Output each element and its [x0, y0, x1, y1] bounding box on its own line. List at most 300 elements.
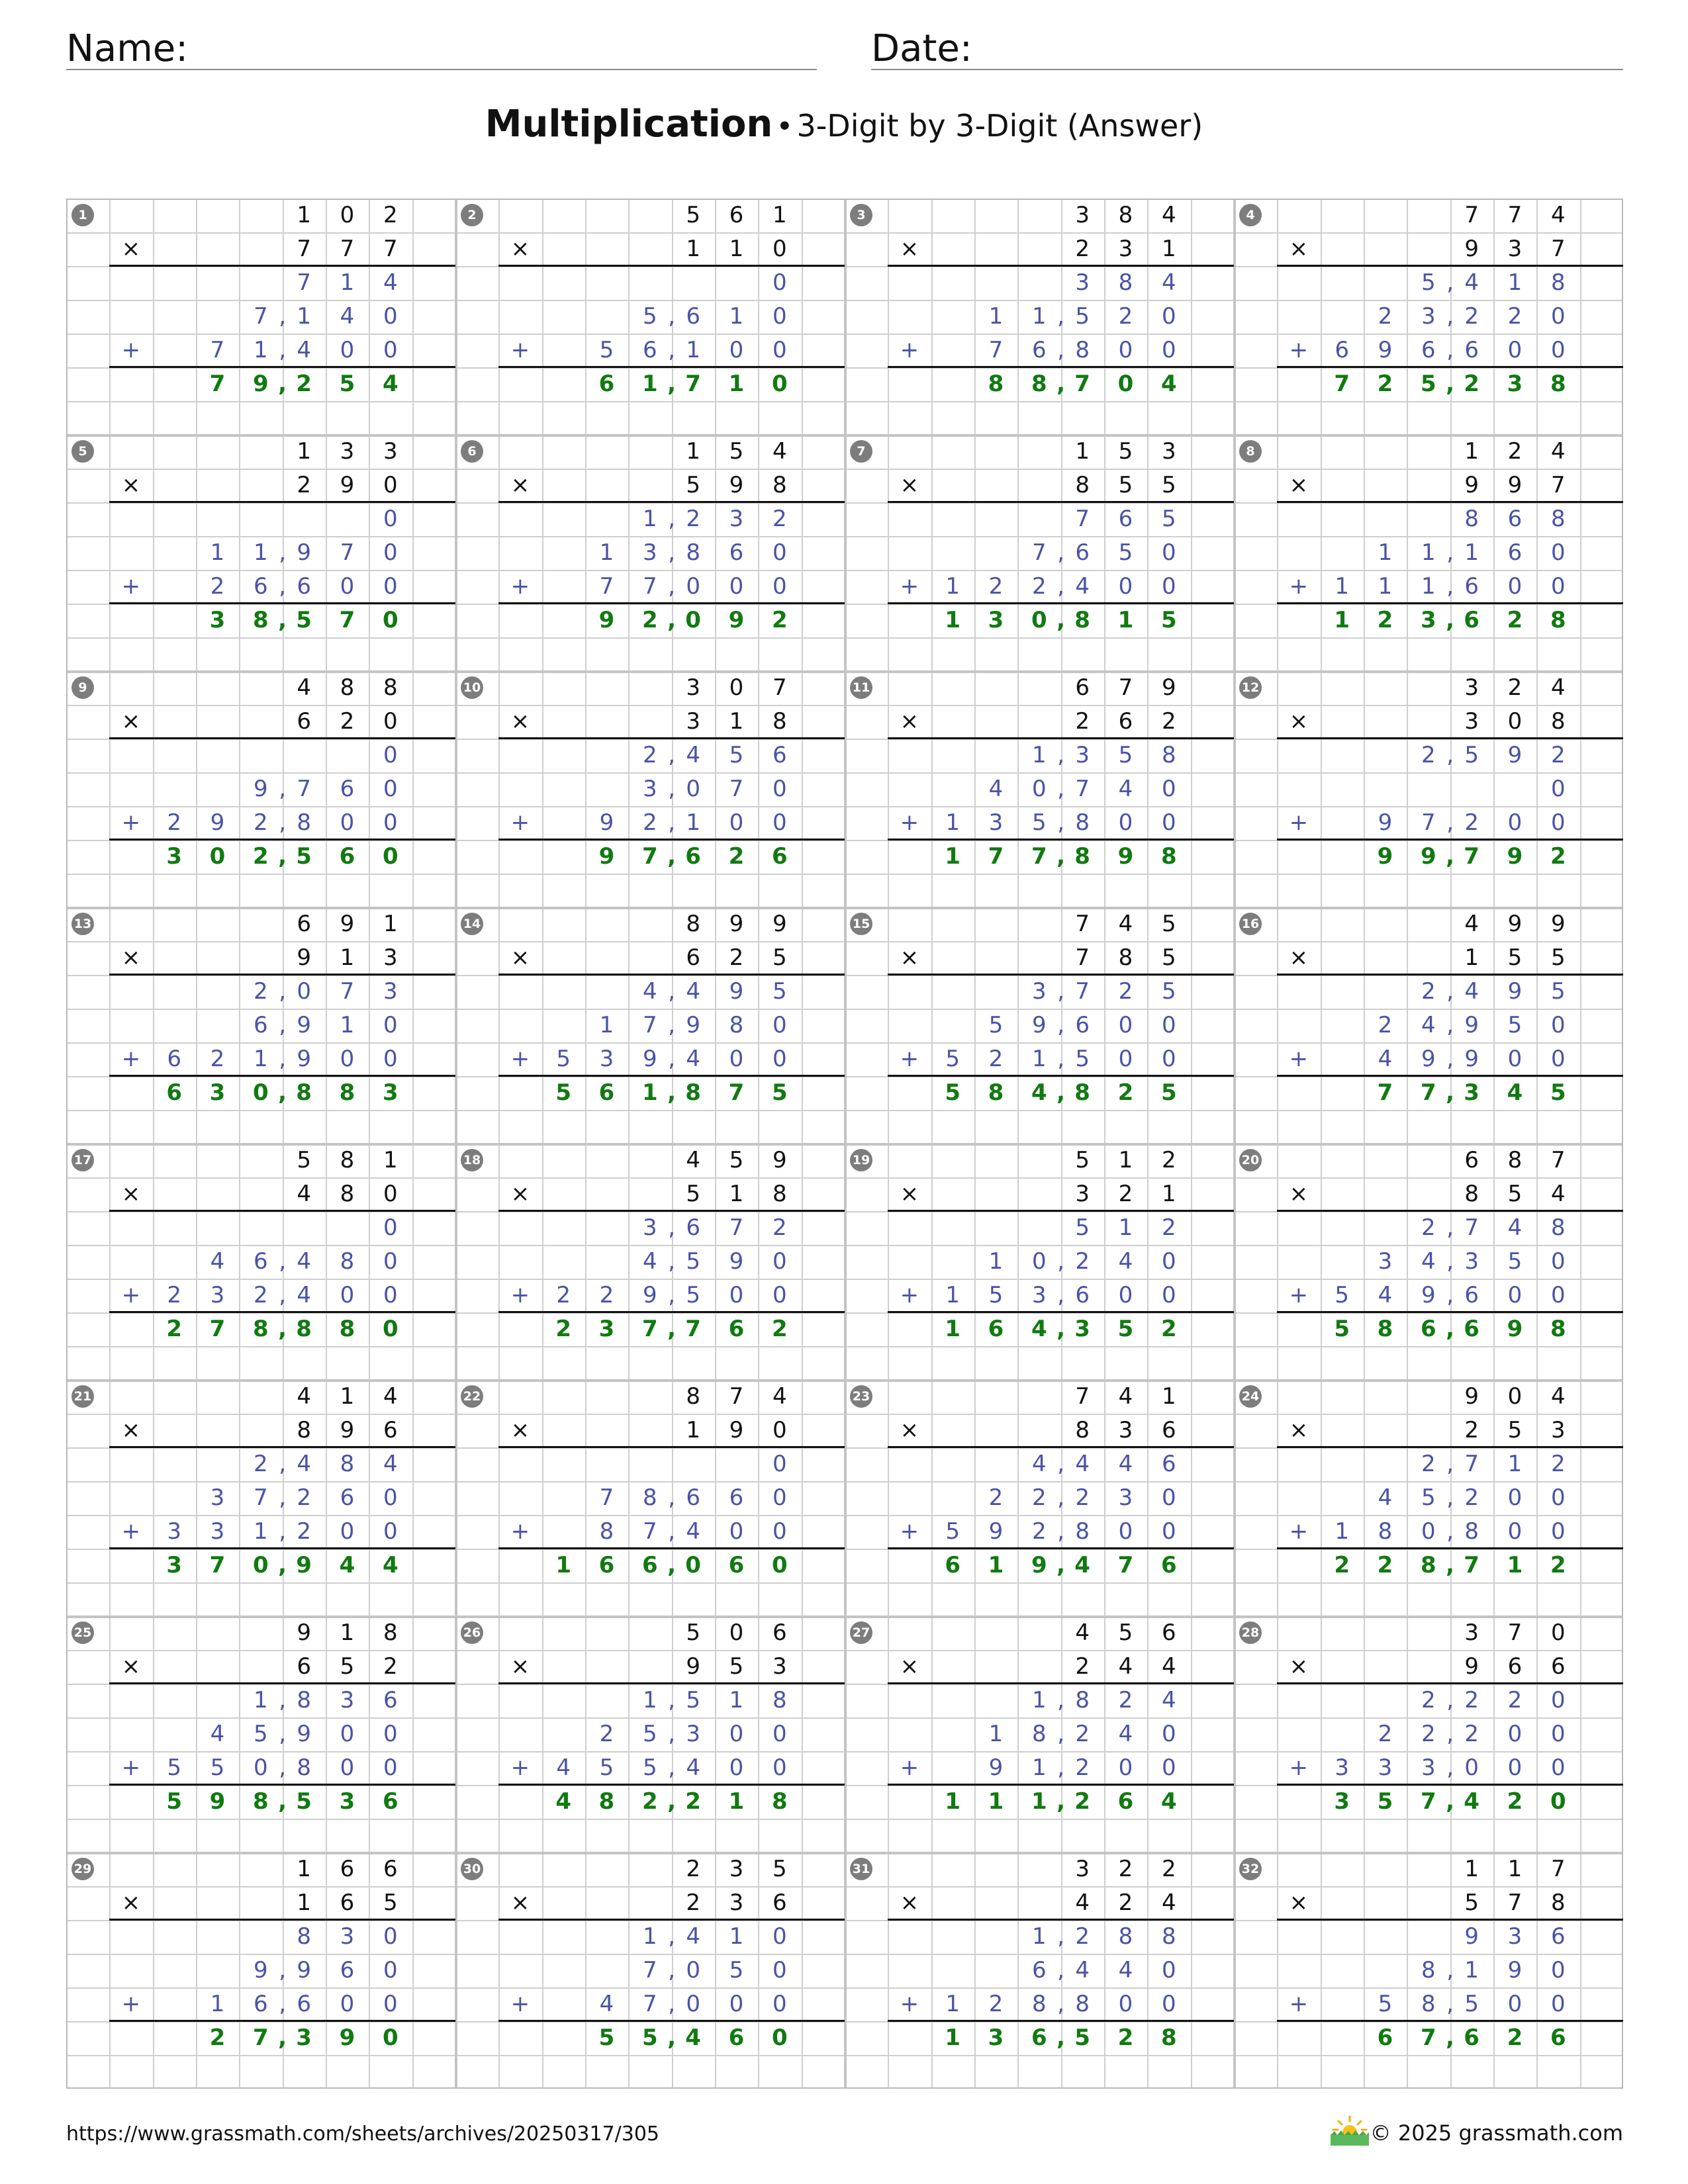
digit: 1	[599, 1012, 614, 1038]
digit: 6	[253, 1991, 268, 2017]
digit: 0	[383, 539, 398, 566]
digit: 0	[686, 1957, 700, 1983]
problem-32	[1234, 1852, 1623, 2089]
digit: 1	[555, 1552, 571, 1578]
digit: 9	[297, 539, 311, 566]
digit: 7	[642, 573, 657, 600]
thousands-separator: ,	[1446, 539, 1454, 566]
digit: 4	[1378, 1282, 1393, 1308]
digit: 5	[1161, 978, 1176, 1005]
digit: 2	[1464, 1417, 1479, 1443]
digit: 0	[252, 1552, 269, 1578]
problem-16	[1234, 907, 1623, 1144]
digit: 3	[166, 1552, 182, 1578]
digit: 4	[1550, 438, 1566, 465]
times-sign: ×	[900, 236, 919, 262]
digit: 0	[340, 573, 355, 600]
digit: 2	[1161, 1147, 1176, 1173]
thousands-separator: ,	[1446, 1687, 1454, 1713]
digit: 5	[686, 1687, 700, 1713]
digit: 5	[1464, 742, 1479, 768]
digit: 6	[1464, 1147, 1479, 1173]
digit: 1	[1334, 607, 1350, 633]
problem-9	[66, 671, 455, 907]
digit: 4	[772, 1383, 787, 1410]
digit: 9	[297, 1957, 311, 1983]
digit: 0	[1507, 1282, 1523, 1308]
digit: 5	[1075, 303, 1090, 330]
digit: 7	[728, 1079, 745, 1106]
digit: 2	[1378, 303, 1393, 330]
digit: 1	[686, 1417, 700, 1443]
digit: 0	[1118, 809, 1133, 836]
digit: 0	[729, 1754, 744, 1781]
thousands-separator: ,	[668, 1484, 676, 1511]
problem-number-badge: 24	[1239, 1385, 1262, 1408]
digit: 8	[1550, 1889, 1566, 1916]
digit: 1	[1075, 438, 1090, 465]
digit: 4	[1118, 1653, 1133, 1680]
problem-26	[455, 1616, 845, 1852]
digit: 8	[1420, 1552, 1436, 1578]
digit: 0	[729, 1619, 744, 1646]
digit: 5	[1464, 1991, 1479, 2017]
digit: 7	[1118, 674, 1133, 701]
thousands-separator: ,	[1446, 1282, 1454, 1308]
digit: 3	[1507, 1923, 1523, 1950]
digit: 7	[1507, 1619, 1523, 1646]
digit: 0	[729, 1518, 744, 1545]
digit: 6	[1420, 1316, 1436, 1342]
digit: 0	[1161, 1518, 1176, 1545]
problem-number-badge: 14	[461, 913, 483, 935]
digit: 0	[1550, 809, 1566, 836]
digit: 2	[1550, 1552, 1566, 1578]
digit: 1	[1335, 573, 1349, 600]
thousands-separator: ,	[279, 1046, 287, 1072]
plus-sign: +	[1289, 1754, 1309, 1781]
digit: 8	[1118, 202, 1133, 228]
problem-20	[1234, 1144, 1623, 1380]
digit: 0	[383, 1518, 398, 1545]
thousands-separator: ,	[278, 843, 287, 870]
digit: 9	[1161, 674, 1176, 701]
times-sign: ×	[121, 708, 141, 735]
digit: 5	[210, 1754, 225, 1781]
digit: 4	[1161, 1889, 1176, 1916]
digit: 3	[1074, 1316, 1090, 1342]
digit: 7	[339, 607, 355, 633]
digit: 5	[253, 1721, 268, 1747]
digit: 6	[771, 843, 788, 870]
digit: 0	[383, 776, 398, 802]
digit: 0	[685, 1552, 701, 1578]
digit: 5	[641, 2025, 658, 2051]
digit: 5	[988, 1282, 1004, 1308]
digit: 1	[641, 371, 658, 397]
digit: 7	[685, 371, 701, 397]
digit: 6	[339, 843, 355, 870]
digit: 4	[383, 1383, 398, 1410]
digit: 5	[297, 1147, 311, 1173]
digit: 9	[1377, 843, 1393, 870]
thousands-separator: ,	[668, 1721, 676, 1747]
digit: 1	[1031, 742, 1047, 768]
digit: 5	[1161, 506, 1176, 532]
digit: 7	[1507, 202, 1523, 228]
digit: 1	[253, 539, 268, 566]
digit: 5	[167, 1754, 181, 1781]
digit: 2	[1074, 1788, 1090, 1815]
times-sign: ×	[510, 236, 530, 262]
digit: 7	[1550, 236, 1566, 262]
digit: 1	[988, 1552, 1004, 1578]
digit: 4	[1160, 371, 1177, 397]
thousands-separator: ,	[667, 607, 677, 633]
digit: 7	[210, 337, 225, 363]
digit: 7	[641, 1316, 658, 1342]
digit: 0	[772, 1282, 787, 1308]
digit: 2	[988, 573, 1004, 600]
digit: 8	[729, 1012, 744, 1038]
digit: 0	[772, 1484, 787, 1511]
digit: 5	[988, 1012, 1004, 1038]
problem-31	[845, 1852, 1234, 2089]
digit: 6	[383, 1687, 398, 1713]
thousands-separator: ,	[1057, 742, 1065, 768]
digit: 0	[729, 1282, 744, 1308]
digit: 8	[296, 1079, 312, 1106]
title-separator: •	[776, 110, 794, 144]
problem-number-badge: 23	[850, 1385, 872, 1408]
digit: 7	[1075, 911, 1090, 937]
times-sign: ×	[121, 236, 141, 262]
digit: 0	[772, 1451, 787, 1477]
digit: 3	[1378, 1248, 1393, 1275]
digit: 2	[297, 472, 311, 498]
digit: 3	[340, 438, 355, 465]
digit: 8	[642, 1484, 657, 1511]
digit: 7	[297, 236, 311, 262]
digit: 8	[1075, 1687, 1090, 1713]
digit: 5	[296, 843, 312, 870]
digit: 7	[685, 1316, 701, 1342]
digit: 0	[1118, 1518, 1133, 1545]
digit: 2	[988, 1484, 1004, 1511]
digit: 5	[1161, 911, 1176, 937]
digit: 4	[210, 1721, 225, 1747]
digit: 9	[297, 1619, 311, 1646]
digit: 0	[772, 337, 787, 363]
digit: 1	[945, 1282, 960, 1308]
thousands-separator: ,	[667, 1079, 677, 1106]
date-field[interactable]	[871, 23, 1623, 70]
digit: 5	[1378, 1991, 1393, 2017]
digit: 3	[598, 1316, 615, 1342]
digit: 6	[1464, 573, 1479, 600]
thousands-separator: ,	[1446, 1316, 1455, 1342]
digit: 2	[1075, 708, 1090, 735]
digit: 9	[642, 1282, 657, 1308]
digit: 5	[296, 607, 312, 633]
digit: 2	[771, 1316, 788, 1342]
thousands-separator: ,	[668, 776, 676, 802]
thousands-separator: ,	[1057, 539, 1065, 566]
digit: 5	[1507, 1012, 1523, 1038]
thousands-separator: ,	[667, 1788, 677, 1815]
problem-number-badge: 19	[850, 1149, 872, 1171]
digit: 1	[340, 1383, 355, 1410]
times-sign: ×	[510, 1181, 530, 1207]
digit: 1	[1378, 573, 1393, 600]
digit: 0	[1161, 1012, 1176, 1038]
problem-28	[1234, 1616, 1623, 1852]
digit: 1	[729, 1181, 744, 1207]
digit: 8	[1377, 1316, 1393, 1342]
digit: 8	[772, 1687, 787, 1713]
thousands-separator: ,	[1446, 371, 1455, 397]
digit: 0	[383, 1282, 398, 1308]
digit: 9	[686, 1653, 700, 1680]
digit: 5	[1075, 1214, 1090, 1241]
date-label: Date:	[871, 27, 972, 70]
times-sign: ×	[900, 1181, 919, 1207]
digit: 6	[1161, 1619, 1176, 1646]
times-sign: ×	[1289, 708, 1309, 735]
digit: 0	[1161, 1484, 1176, 1511]
digit: 4	[686, 742, 700, 768]
digit: 2	[1550, 843, 1566, 870]
times-sign: ×	[900, 1653, 919, 1680]
digit: 8	[297, 1923, 311, 1950]
digit: 1	[297, 438, 311, 465]
digit: 4	[383, 1451, 398, 1477]
times-sign: ×	[1289, 1653, 1309, 1680]
thousands-separator: ,	[1446, 1248, 1454, 1275]
digit: 4	[555, 1788, 571, 1815]
digit: 7	[988, 337, 1004, 363]
digit: 5	[686, 1619, 700, 1646]
digit: 0	[1550, 1754, 1566, 1781]
digit: 4	[1464, 269, 1479, 296]
digit: 6	[1464, 607, 1479, 633]
digit: 4	[686, 978, 700, 1005]
digit: 0	[1161, 776, 1176, 802]
digit: 6	[1075, 539, 1090, 566]
digit: 6	[1118, 506, 1133, 532]
digit: 2	[1161, 1856, 1176, 1882]
digit: 5	[1160, 607, 1177, 633]
digit: 0	[1118, 1046, 1133, 1072]
digit: 5	[686, 1181, 700, 1207]
digit: 3	[383, 438, 398, 465]
digit: 2	[1118, 1181, 1133, 1207]
times-sign: ×	[121, 472, 141, 498]
digit: 5	[599, 337, 614, 363]
digit: 0	[1161, 1046, 1176, 1072]
digit: 6	[685, 843, 701, 870]
digit: 2	[1464, 371, 1479, 397]
thousands-separator: ,	[668, 1518, 676, 1545]
digit: 6	[728, 1316, 745, 1342]
digit: 5	[598, 2025, 615, 2051]
digit: 5	[686, 202, 700, 228]
digit: 0	[382, 1316, 399, 1342]
digit: 7	[209, 1316, 226, 1342]
digit: 7	[1464, 202, 1479, 228]
digit: 5	[1031, 809, 1047, 836]
digit: 2	[642, 742, 657, 768]
digit: 6	[728, 2025, 745, 2051]
thousands-separator: ,	[279, 1721, 287, 1747]
digit: 6	[686, 1214, 700, 1241]
digit: 8	[1031, 1721, 1047, 1747]
digit: 7	[1334, 371, 1350, 397]
plus-sign: +	[121, 337, 141, 363]
digit: 2	[1507, 303, 1523, 330]
digit: 6	[686, 1484, 700, 1511]
digit: 6	[1464, 1316, 1479, 1342]
digit: 9	[1507, 1957, 1523, 1983]
digit: 8	[772, 708, 787, 735]
digit: 6	[340, 1957, 355, 1983]
digit: 0	[1464, 1754, 1479, 1781]
digit: 1	[729, 1923, 744, 1950]
digit: 9	[1464, 1012, 1479, 1038]
digit: 0	[1550, 1248, 1566, 1275]
worksheet-grid	[66, 199, 1623, 2089]
digit: 1	[1161, 236, 1176, 262]
thousands-separator: ,	[279, 337, 287, 363]
digit: 0	[1550, 1046, 1566, 1072]
digit: 0	[729, 1046, 744, 1072]
digit: 8	[339, 1316, 355, 1342]
digit: 1	[253, 337, 268, 363]
thousands-separator: ,	[279, 539, 287, 566]
digit: 9	[729, 911, 744, 937]
digit: 1	[945, 843, 961, 870]
times-sign: ×	[510, 944, 530, 971]
digit: 8	[1161, 742, 1176, 768]
digit: 0	[729, 674, 744, 701]
digit: 3	[166, 843, 182, 870]
digit: 6	[1031, 1957, 1047, 1983]
digit: 8	[1075, 472, 1090, 498]
digit: 2	[252, 843, 269, 870]
digit: 0	[383, 303, 398, 330]
name-field[interactable]	[66, 23, 817, 70]
plus-sign: +	[900, 1046, 919, 1072]
digit: 2	[686, 506, 700, 532]
digit: 5	[599, 1754, 614, 1781]
digit: 9	[210, 809, 225, 836]
digit: 0	[1507, 1484, 1523, 1511]
digit: 1	[1464, 1856, 1479, 1882]
thousands-separator: ,	[667, 843, 677, 870]
thousands-separator: ,	[668, 1923, 676, 1950]
plus-sign: +	[121, 1754, 141, 1781]
digit: 6	[340, 1889, 355, 1916]
thousands-separator: ,	[1057, 1687, 1065, 1713]
problem-number-badge: 1	[71, 204, 94, 226]
digit: 9	[598, 843, 615, 870]
digit: 0	[297, 978, 311, 1005]
digit: 1	[210, 1991, 225, 2017]
digit: 1	[1464, 1957, 1479, 1983]
times-sign: ×	[121, 944, 141, 971]
digit: 5	[339, 371, 355, 397]
digit: 9	[1507, 978, 1523, 1005]
digit: 5	[772, 978, 787, 1005]
thousands-separator: ,	[279, 1957, 287, 1983]
digit: 2	[1464, 303, 1479, 330]
digit: 0	[1031, 1248, 1047, 1275]
thousands-separator: ,	[668, 1957, 676, 1983]
digit: 2	[556, 1282, 571, 1308]
digit: 8	[1075, 1417, 1090, 1443]
thousands-separator: ,	[1446, 843, 1455, 870]
digit: 7	[729, 1383, 744, 1410]
digit: 1	[1507, 1856, 1523, 1882]
digit: 4	[642, 978, 657, 1005]
digit: 2	[1377, 371, 1393, 397]
digit: 8	[252, 1788, 269, 1815]
thousands-separator: ,	[667, 1552, 677, 1578]
digit: 9	[686, 1012, 700, 1038]
digit: 8	[686, 539, 700, 566]
plus-sign: +	[510, 1991, 530, 2017]
digit: 1	[253, 1518, 268, 1545]
digit: 6	[383, 1856, 398, 1882]
digit: 4	[1421, 1248, 1436, 1275]
thousands-separator: ,	[668, 978, 676, 1005]
digit: 0	[686, 1991, 700, 2017]
digit: 0	[383, 573, 398, 600]
digit: 0	[772, 539, 787, 566]
digit: 9	[729, 1417, 744, 1443]
thousands-separator: ,	[1446, 742, 1454, 768]
sun-over-grass-icon	[1329, 2115, 1370, 2147]
digit: 0	[1550, 1721, 1566, 1747]
digit: 8	[383, 674, 398, 701]
digit: 0	[772, 1012, 787, 1038]
digit: 2	[1118, 978, 1133, 1005]
digit: 0	[771, 1552, 788, 1578]
digit: 2	[988, 1046, 1004, 1072]
digit: 0	[1161, 1991, 1176, 2017]
digit: 1	[1031, 1754, 1047, 1781]
digit: 0	[772, 1046, 787, 1072]
digit: 0	[383, 1754, 398, 1781]
digit: 3	[686, 708, 700, 735]
thousands-separator: ,	[668, 742, 676, 768]
digit: 8	[1550, 506, 1566, 532]
digit: 5	[1377, 1788, 1393, 1815]
digit: 3	[210, 1484, 225, 1511]
digit: 2	[599, 1721, 614, 1747]
name-label: Name:	[66, 27, 189, 70]
digit: 5	[729, 1957, 744, 1983]
digit: 7	[1507, 1889, 1523, 1916]
digit: 6	[686, 303, 700, 330]
digit: 5	[945, 1079, 961, 1106]
digit: 6	[253, 573, 268, 600]
thousands-separator: ,	[668, 809, 676, 836]
problem-number-badge: 16	[1239, 913, 1262, 935]
digit: 8	[297, 1687, 311, 1713]
thousands-separator: ,	[1056, 1316, 1066, 1342]
digit: 2	[988, 1991, 1004, 2017]
